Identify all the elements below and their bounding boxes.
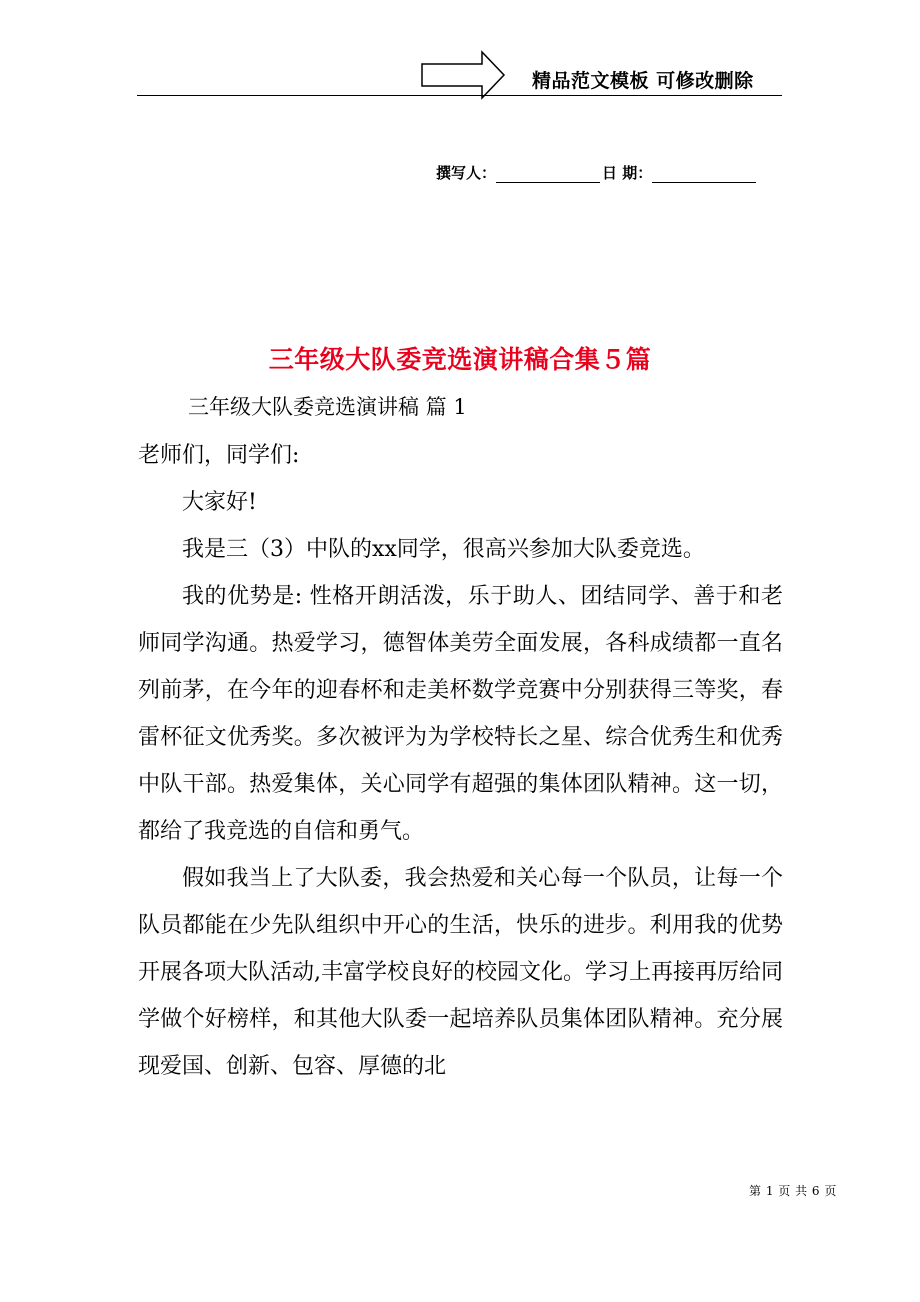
- paragraph-greeting: 老师们，同学们:: [138, 443, 300, 468]
- paragraph-intro: 我是三（3）中队的xx同学，很高兴参加大队委竞选。: [182, 537, 705, 562]
- date-blank-field: [652, 164, 756, 183]
- header-banner-text: 精品范文模板 可修改删除: [532, 70, 754, 92]
- author-date-line: [436, 162, 758, 183]
- author-label: 撰写人：: [436, 164, 497, 182]
- paragraph-hello: 大家好!: [182, 490, 257, 515]
- paragraph-strengths: 我的优势是: 性格开朗活泼，乐于助人、团结同学、善于和老师同学沟通。热爱学习，德智体美劳全面发展，各科成绩都一直名列前茅，在今年的迎春杯和走美杯数学竞赛中分别获得三等奖，春雷杯征文优秀奖。多次被评为为学校特长之星、综合优秀生和优秀中队干部。热爱集体，关心同学有超强的集体团队精神。这一切，都给了我竞选的自信和勇气。: [138, 584, 783, 844]
- author-blank-field: [496, 164, 600, 183]
- document-title: 三年级大队委竞选演讲稿合集５篇: [268, 345, 652, 374]
- date-label: 日 期：: [602, 164, 653, 182]
- header-divider: [137, 95, 782, 96]
- page-number: 第 1 页 共 6 页: [749, 1184, 837, 1198]
- section-subtitle: 三年级大队委竞选演讲稿 篇 1: [188, 395, 467, 419]
- paragraph-plans: 假如我当上了大队委，我会热爱和关心每一个队员，让每一个队员都能在少先队组织中开心的生活，快乐的进步。利用我的优势开展各项大队活动,丰富学校良好的校园文化。学习上再接再厉给同学做个好榜样，和其他大队委一起培养队员集体团队精神。充分展现爱国、创新、包容、厚德的北: [138, 866, 783, 1079]
- document-body: [138, 432, 783, 1090]
- arrow-icon: [420, 50, 506, 100]
